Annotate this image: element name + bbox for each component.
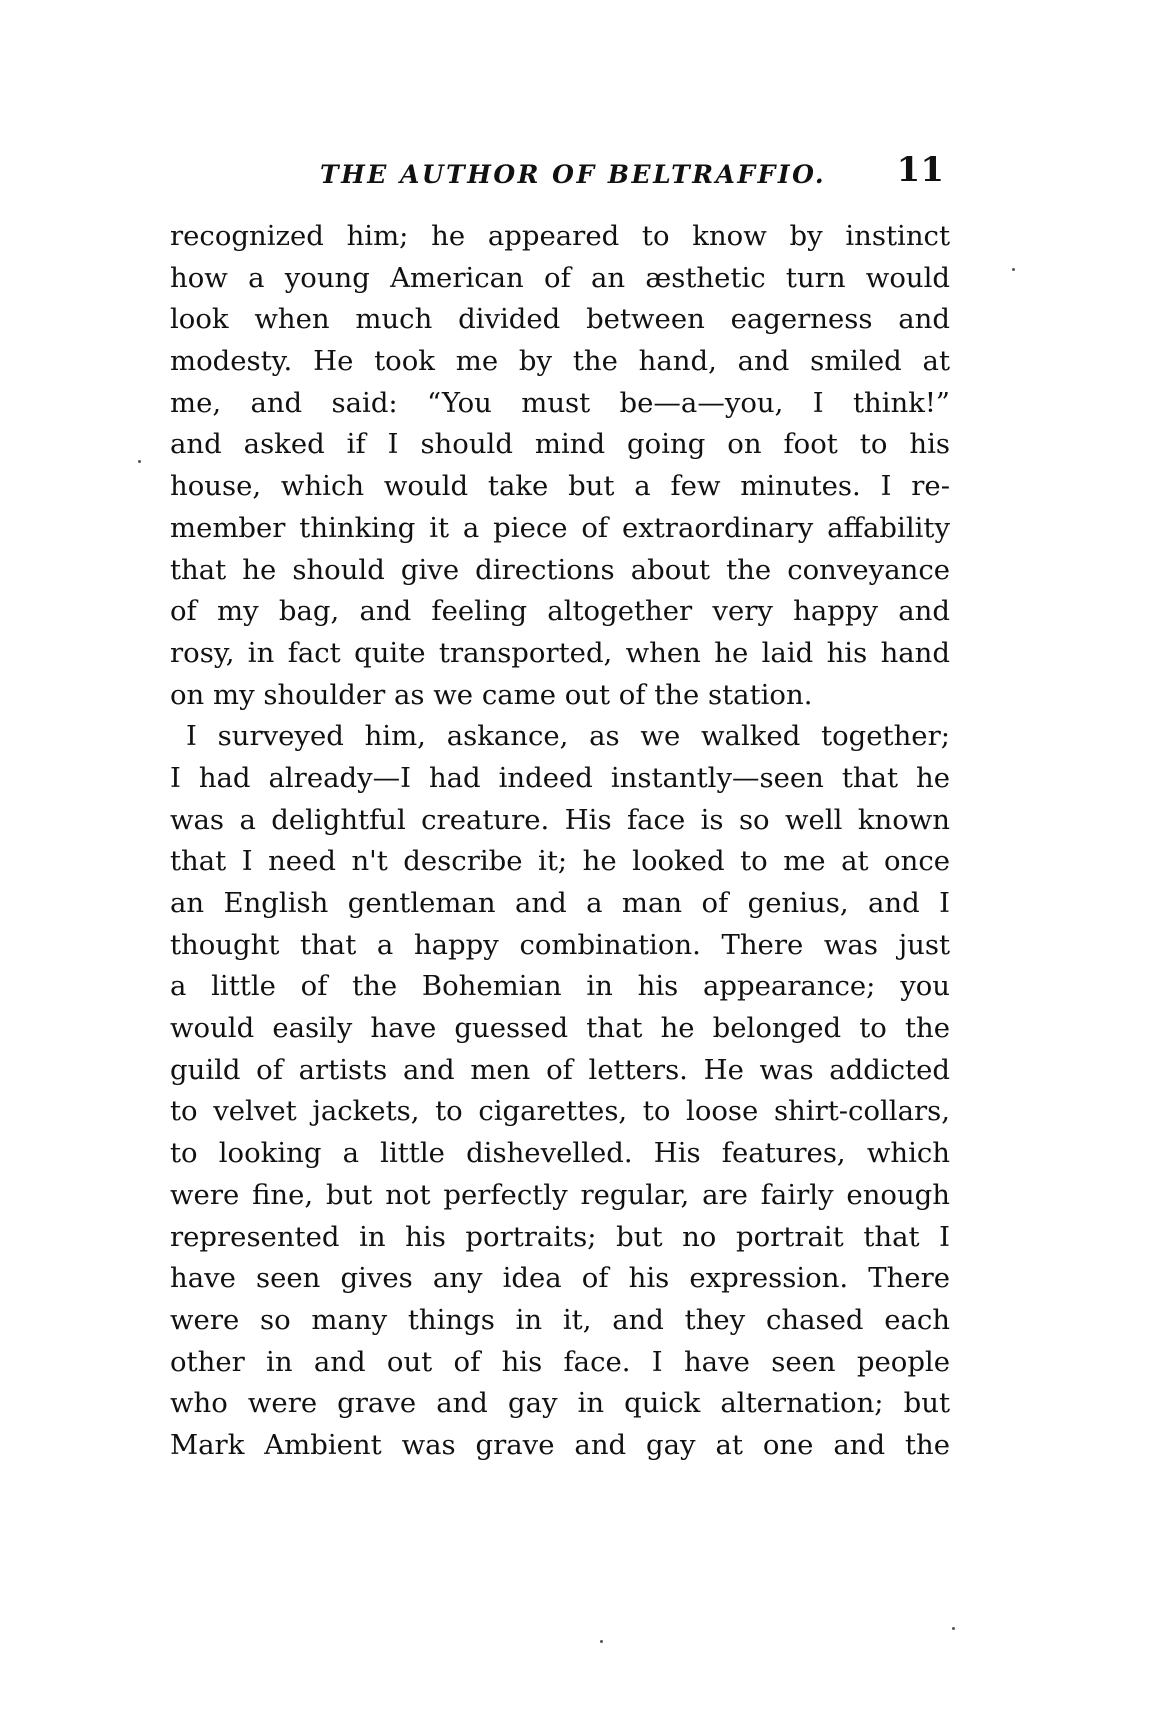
text-line: who were grave and gay in quick alternation; but <box>170 1387 950 1420</box>
text-line: rosy, in fact quite transported, when he laid his hand <box>170 636 950 669</box>
text-line: Mark Ambient was grave and gay at one and the <box>170 1428 950 1461</box>
text-line: me, and said: “You must be—a—you, I think!” <box>170 386 950 419</box>
text-line: thought that a happy combination. There was just <box>170 928 950 961</box>
text-line: to velvet jackets, to cigarettes, to loose shirt-collars, <box>170 1095 950 1128</box>
text-line: was a delightful creature. His face is so well known <box>170 803 950 836</box>
text-line: that I need n't describe it; he looked to me at once <box>170 845 950 878</box>
body-text <box>170 216 950 1467</box>
text-line: to looking a little dishevelled. His features, which <box>170 1137 950 1170</box>
text-line: an English gentleman and a man of genius, and I <box>170 887 950 919</box>
running-head-title: THE AUTHOR OF BELTRAFFIO. <box>320 160 827 189</box>
text-line: a little of the Bohemian in his appearance; you <box>170 970 950 1003</box>
text-line: look when much divided between eagerness and <box>170 303 950 336</box>
text-line: house, which would take but a few minutes. I re- <box>170 470 950 503</box>
paragraph-1 <box>170 216 950 716</box>
text-line: on my shoulder as we came out of the station. <box>170 678 813 711</box>
page-number: 11 <box>896 150 944 190</box>
scan-speck <box>952 1627 955 1630</box>
text-line: other in and out of his face. I have seen people <box>170 1345 950 1378</box>
text-line: have seen gives any idea of his expression. There <box>170 1262 950 1295</box>
text-line: and asked if I should mind going on foot to his <box>170 428 950 461</box>
scan-speck <box>1012 268 1015 271</box>
scan-speck <box>138 460 141 463</box>
paragraph-2 <box>170 716 950 1466</box>
text-line: that he should give directions about the conveyance <box>170 553 950 586</box>
text-line: I surveyed him, askance, as we walked together; <box>186 720 950 753</box>
text-line: member thinking it a piece of extraordinary affability <box>170 511 950 544</box>
text-line: how a young American of an æsthetic turn would <box>170 261 950 294</box>
text-line: of my bag, and feeling altogether very happy and <box>170 595 950 628</box>
text-line: modesty. He took me by the hand, and smiled at <box>170 345 950 378</box>
running-head <box>170 150 950 196</box>
text-line: would easily have guessed that he belonged to the <box>170 1012 950 1045</box>
text-line: I had already—I had indeed instantly—seen that he <box>170 761 950 794</box>
text-line: recognized him; he appeared to know by instinct <box>170 220 950 252</box>
text-line: represented in his portraits; but no portrait that I <box>170 1220 950 1253</box>
text-line: were so many things in it, and they chased each <box>170 1303 950 1336</box>
text-line: were fine, but not perfectly regular, are fairly enough <box>170 1178 950 1211</box>
text-line: guild of artists and men of letters. He was addicted <box>170 1053 950 1086</box>
scan-speck <box>600 1640 603 1643</box>
